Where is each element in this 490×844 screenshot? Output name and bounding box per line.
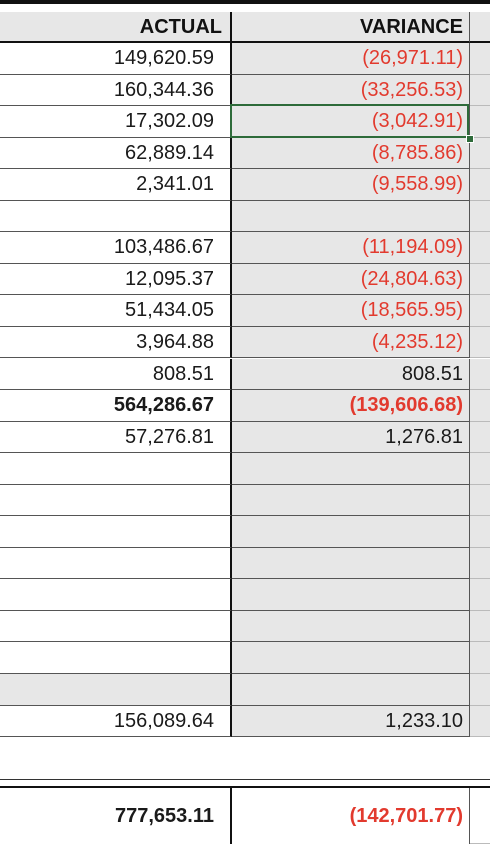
table-row xyxy=(0,138,490,170)
variance-cell[interactable]: (11,194.09) xyxy=(232,232,470,264)
table-row xyxy=(0,390,490,422)
next-column-stub[interactable] xyxy=(470,579,490,611)
actual-cell[interactable] xyxy=(0,548,232,580)
actual-cell[interactable]: 149,620.59 xyxy=(0,43,232,75)
grand-total-variance[interactable]: (142,701.77) xyxy=(232,788,470,844)
top-border xyxy=(0,0,490,4)
variance-cell[interactable]: (26,971.11) xyxy=(232,43,470,75)
next-column-stub[interactable] xyxy=(470,422,490,454)
header-row xyxy=(0,12,490,43)
fill-handle[interactable] xyxy=(466,135,474,143)
double-rule xyxy=(0,779,490,788)
variance-cell[interactable] xyxy=(232,485,470,517)
table-row xyxy=(0,548,490,580)
variance-cell[interactable]: (18,565.95) xyxy=(232,295,470,327)
variance-cell[interactable] xyxy=(232,611,470,643)
variance-cell[interactable] xyxy=(232,516,470,548)
table-row xyxy=(0,295,490,327)
variance-cell[interactable]: (8,785.86) xyxy=(232,138,470,170)
actual-cell[interactable] xyxy=(0,516,232,548)
next-column-stub[interactable] xyxy=(470,611,490,643)
table-row xyxy=(0,359,490,391)
table-row xyxy=(0,264,490,296)
variance-cell[interactable]: (139,606.68) xyxy=(232,390,470,422)
table-row xyxy=(0,75,490,107)
actual-cell[interactable] xyxy=(0,611,232,643)
actual-cell[interactable]: 160,344.36 xyxy=(0,75,232,107)
actual-cell[interactable]: 51,434.05 xyxy=(0,295,232,327)
table-row xyxy=(0,485,490,517)
table-row xyxy=(0,674,490,706)
actual-cell[interactable]: 156,089.64 xyxy=(0,706,232,738)
variance-cell[interactable]: (4,235.12) xyxy=(232,327,470,359)
table-row xyxy=(0,706,490,738)
actual-cell[interactable]: 17,302.09 xyxy=(0,106,232,138)
next-column-stub[interactable] xyxy=(470,788,490,844)
actual-cell[interactable]: 3,964.88 xyxy=(0,327,232,359)
table-row xyxy=(0,422,490,454)
actual-cell[interactable]: 57,276.81 xyxy=(0,422,232,454)
next-column-stub[interactable] xyxy=(470,232,490,264)
next-column-stub[interactable] xyxy=(470,516,490,548)
next-column-stub[interactable] xyxy=(470,642,490,674)
actual-cell[interactable] xyxy=(0,642,232,674)
next-column-stub[interactable] xyxy=(470,359,490,391)
actual-cell[interactable]: 103,486.67 xyxy=(0,232,232,264)
variance-header[interactable]: VARIANCE xyxy=(232,12,470,43)
variance-cell[interactable]: (3,042.91) xyxy=(232,106,470,138)
actual-cell[interactable]: 808.51 xyxy=(0,359,232,391)
next-column-stub[interactable] xyxy=(470,169,490,201)
next-column-stub[interactable] xyxy=(470,295,490,327)
next-column-stub[interactable] xyxy=(470,453,490,485)
table-row xyxy=(0,611,490,643)
table-row xyxy=(0,453,490,485)
variance-cell[interactable]: 808.51 xyxy=(232,359,470,391)
actual-cell[interactable] xyxy=(0,453,232,485)
actual-cell[interactable]: 564,286.67 xyxy=(0,390,232,422)
table-row xyxy=(0,106,490,138)
actual-cell[interactable] xyxy=(0,579,232,611)
next-column-stub[interactable] xyxy=(470,43,490,75)
table-row xyxy=(0,201,490,233)
variance-cell[interactable]: 1,233.10 xyxy=(232,706,470,738)
variance-cell[interactable] xyxy=(232,201,470,233)
table-row xyxy=(0,169,490,201)
variance-cell[interactable]: (9,558.99) xyxy=(232,169,470,201)
grand-total-row xyxy=(0,788,490,844)
next-column-stub[interactable] xyxy=(470,75,490,107)
next-column-stub[interactable] xyxy=(470,264,490,296)
grand-total-actual[interactable]: 777,653.11 xyxy=(0,788,232,844)
actual-cell[interactable] xyxy=(0,485,232,517)
variance-cell[interactable] xyxy=(232,579,470,611)
variance-cell[interactable] xyxy=(232,642,470,674)
next-column-stub[interactable] xyxy=(470,674,490,706)
actual-cell[interactable] xyxy=(0,674,232,706)
actual-cell[interactable]: 2,341.01 xyxy=(0,169,232,201)
next-column-stub[interactable] xyxy=(470,12,490,43)
next-column-stub[interactable] xyxy=(470,327,490,359)
next-column-stub[interactable] xyxy=(470,485,490,517)
table-row xyxy=(0,579,490,611)
variance-cell[interactable] xyxy=(232,548,470,580)
actual-cell[interactable]: 12,095.37 xyxy=(0,264,232,296)
variance-cell[interactable]: 1,276.81 xyxy=(232,422,470,454)
actual-header[interactable]: ACTUAL xyxy=(0,12,232,43)
next-column-stub[interactable] xyxy=(470,390,490,422)
actual-cell[interactable]: 62,889.14 xyxy=(0,138,232,170)
table-row xyxy=(0,642,490,674)
variance-cell[interactable] xyxy=(232,453,470,485)
table-row xyxy=(0,232,490,264)
table-row xyxy=(0,327,490,359)
next-column-stub[interactable] xyxy=(470,106,490,138)
variance-cell[interactable]: (33,256.53) xyxy=(232,75,470,107)
next-column-stub[interactable] xyxy=(470,201,490,233)
next-column-stub[interactable] xyxy=(470,548,490,580)
table-row xyxy=(0,516,490,548)
next-column-stub[interactable] xyxy=(470,706,490,738)
variance-cell[interactable] xyxy=(232,674,470,706)
variance-cell[interactable]: (24,804.63) xyxy=(232,264,470,296)
table-row xyxy=(0,43,490,75)
actual-cell[interactable] xyxy=(0,201,232,233)
